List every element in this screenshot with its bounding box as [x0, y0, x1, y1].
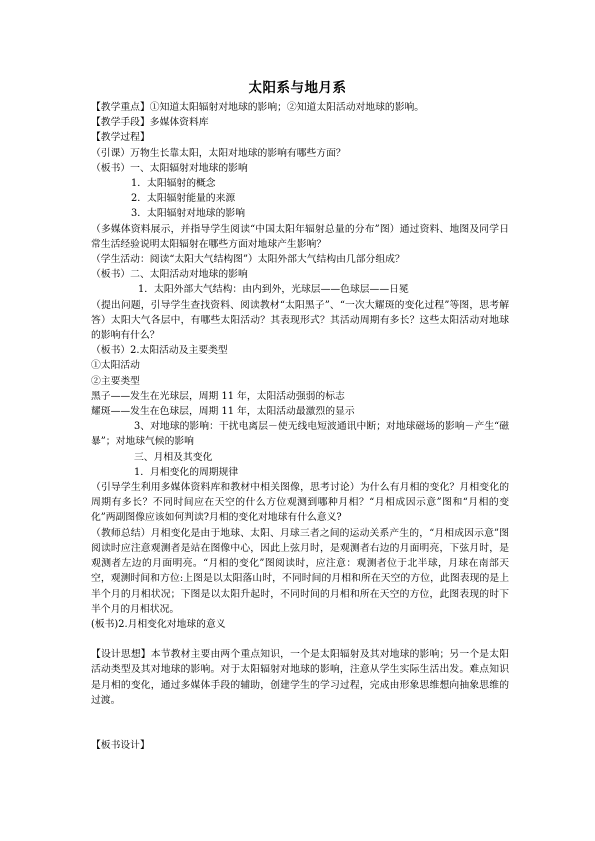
paragraph: （提出问题，引导学生查找资料、阅读教材“太阳黑子”、“一次大耀斑的变化过程”等图，思考解答）太阳大气各层中，有哪些太阳活动？其表现形式？其活动周期有多长？这些太阳活动对地球的影响有什么？	[91, 299, 509, 342]
list-item: 2．太阳辐射能量的来源	[131, 193, 236, 205]
teaching-process-heading: 【教学过程】	[91, 132, 150, 144]
page-title: 太阳系与地月系	[248, 80, 347, 96]
board-line: （板书）2.太阳活动及主要类型	[91, 345, 228, 357]
paragraph: （多媒体资料展示，并指导学生阅读“中国太阳年辐射总量的分布”图）通过资料、地图及同学日常生活经验说明太阳辐射在哪些方面对地球产生影响？	[91, 223, 509, 250]
teaching-means: 【教学手段】多媒体资料库	[91, 117, 209, 129]
sunspot-line: 黑子——发生在光球层，周期 11 年，太阳活动强弱的标志	[91, 390, 345, 402]
student-activity-line: （学生活动：阅读“太阳大气结构图”）太阳外部大气结构由几部分组成？	[91, 254, 405, 266]
paragraph: （引导学生利用多媒体资料库和教材中相关图像，思考讨论）为什么有月相的变化？月相变化的周期有多长？不同时间应在天空的什么方位观测到哪种月相？“月相成因示意”图和“月相的变化”两副图像应该如何判读?月相的变化对地球有什么意义?	[91, 482, 509, 524]
section-two-heading: （板书）二、太阳活动对地球的影响	[91, 269, 248, 281]
list-item: 3．太阳辐射对地球的影响	[131, 208, 245, 220]
list-item: 1．太阳辐射的概念	[131, 178, 216, 190]
intro-line: （引课）万物生长靠太阳，太阳对地球的影响有哪些方面？	[91, 147, 346, 159]
spacer	[91, 632, 509, 647]
list-item: 1．太阳外部大气结构：由内到外，光球层——色球层——日冕	[138, 284, 409, 296]
design-idea-paragraph: 【设计思想】本节教材主要由两个重点知识，一个是太阳辐射及其对地球的影响；另一个是太阳活动类型及其对地球的影响。对于太阳辐射对地球的影响，注意从学生实际生活出发。难点知识是月相的变化，通过多媒体手段的辅助，创建学生的学习过程，完成由形象思维想向抽象思维的过渡。	[91, 649, 509, 706]
section-one-heading: （板书）一、太阳辐射对地球的影响	[91, 162, 248, 174]
list-item: 1．月相变化的周期规律	[134, 466, 239, 478]
list-item: ②主要类型	[91, 375, 140, 387]
section-three-heading: 三、月相及其变化	[134, 451, 213, 463]
paragraph: 3、对地球的影响：干扰电离层－使无线电短波通讯中断；对地球磁场的影响－产生“磁暴”；对地球气候的影响	[91, 421, 509, 448]
spacer	[91, 723, 509, 738]
spacer	[91, 708, 509, 723]
document-body	[91, 100, 509, 753]
board-design-heading: 【板书设计】	[91, 739, 150, 751]
board-line: (板书)2.月相变化对地球的意义	[91, 618, 226, 630]
list-item: ①太阳活动	[91, 360, 140, 372]
paragraph: （教师总结）月相变化是由于地球、太阳、月球三者之间的运动关系产生的，“月相成因示意”图阅读时应注意观测者是站在图像中心，因此上弦月时，是观测者右边的月面明亮，下弦月时，是观测者左边的月面明亮。“月相的变化”图阅读时，应注意：观测者位于北半球，月球在南部天空，观测时间和方位:上图是以太阳落山时，不同时间的月相和所在天空的方位，此图表现的是上半个月的月相状况；下图是以太阳升起时，不同时间的月相和所在天空的方位，此图表现的时下半个月的月相状况。	[91, 527, 509, 615]
flare-line: 耀斑——发生在色球层，周期 11 年，太阳活动最激烈的显示	[91, 406, 355, 418]
teaching-focus: 【教学重点】①知道太阳辐射对地球的影响；②知道太阳活动对地球的影响。	[91, 102, 425, 113]
